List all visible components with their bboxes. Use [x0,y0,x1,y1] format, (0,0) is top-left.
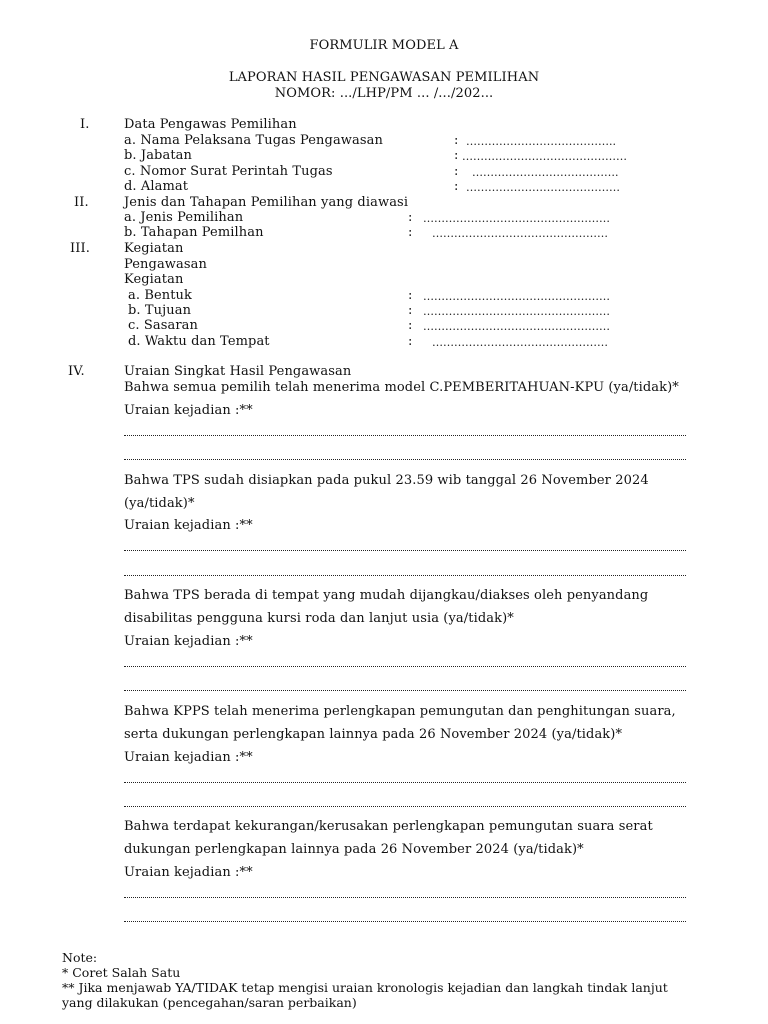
field-colon: : [408,225,413,240]
writing-line[interactable] [124,666,686,667]
field-label: a. Jenis Pemilihan [124,210,244,225]
field-colon: : [408,303,413,318]
report-title: LAPORAN HASIL PENGAWASAN PEMILIHAN [228,70,540,85]
writing-line[interactable] [124,897,686,898]
section-3-title-line2: Pengawasan [124,257,207,272]
field-fill[interactable]: …………………………………………… [423,305,610,318]
writing-line[interactable] [124,921,686,922]
uraian-label: Uraian kejadian :** [124,403,253,418]
field-colon: : [408,334,413,349]
field-colon: : [408,210,413,225]
statement-line: Bahwa TPS berada di tempat yang mudah dijangkau/diakses oleh penyandang [124,588,649,603]
statement-line: disabilitas pengguna kursi roda dan lanjut usia (ya/tidak)* [124,611,514,626]
field-label: b. Jabatan [124,148,192,163]
field-colon: : [454,148,459,163]
statement-line: Bahwa semua pemilih telah menerima model C.PEMBERITAHUAN-KPU (ya/tidak)* [124,380,679,395]
field-fill[interactable]: …………………………………………… [423,290,610,303]
note-line: yang dilakukan (pencegahan/saran perbaikan) [62,995,357,1010]
section-1-title: Data Pengawas Pemilihan [124,117,297,132]
statement-line: Bahwa terdapat kekurangan/kerusakan perlengkapan pemungutan suara serat [124,819,653,834]
field-label: d. Waktu dan Tempat [128,334,270,349]
field-fill[interactable]: …………………………………. [472,166,619,179]
field-label: b. Tujuan [128,303,192,318]
field-colon: : [454,179,459,194]
section-4-title: Uraian Singkat Hasil Pengawasan [124,364,352,379]
note-line: ** Jika menjawab YA/TIDAK tetap mengisi uraian kronologis kejadian dan langkah tindak lanjut [62,980,668,995]
section-3-roman: III. [70,241,90,256]
field-colon: : [408,288,413,303]
section-3-subtitle: Kegiatan [124,272,184,287]
section-2-title: Jenis dan Tahapan Pemilihan yang diawasi [124,195,409,210]
field-label: c. Nomor Surat Perintah Tugas [124,164,333,179]
field-colon: : [454,164,459,179]
field-fill[interactable]: ………………………………………… [432,336,608,349]
field-fill[interactable]: …………………………………… [466,181,620,194]
section-3-title: Kegiatan [124,241,184,256]
section-1-roman: I. [80,117,90,132]
note-line: * Coret Salah Satu [62,965,181,980]
field-colon: : [408,318,413,333]
statement-line: (ya/tidak)* [124,496,195,511]
uraian-label: Uraian kejadian :** [124,634,253,649]
section-2-roman: II. [74,195,89,210]
writing-line[interactable] [124,550,686,551]
form-title: FORMULIR MODEL A [309,38,459,53]
field-label: a. Nama Pelaksana Tugas Pengawasan [124,133,383,148]
uraian-label: Uraian kejadian :** [124,750,253,765]
field-colon: : [454,133,459,148]
field-fill[interactable]: …………………………………………… [423,320,610,333]
writing-line[interactable] [124,690,686,691]
statement-line: dukungan perlengkapan lainnya pada 26 November 2024 (ya/tidak)* [124,842,584,857]
uraian-label: Uraian kejadian :** [124,865,253,880]
section-4-roman: IV. [68,364,85,379]
field-label: a. Bentuk [128,288,193,303]
field-fill[interactable]: ……………………………………… [462,150,627,163]
writing-line[interactable] [124,782,686,783]
field-fill[interactable]: ………………………………………… [432,227,608,240]
report-number: NOMOR: .../LHP/PM ... /.../202... [274,86,494,101]
uraian-label: Uraian kejadian :** [124,518,253,533]
writing-line[interactable] [124,435,686,436]
field-label: c. Sasaran [128,318,198,333]
statement-line: Bahwa KPPS telah menerima perlengkapan pemungutan dan penghitungan suara, [124,704,676,719]
writing-line[interactable] [124,459,686,460]
field-fill[interactable]: …………………………………………… [423,212,610,225]
field-fill[interactable]: ………………………………….. [466,135,616,148]
field-label: b. Tahapan Pemilhan [124,225,264,240]
statement-line: serta dukungan perlengkapan lainnya pada 26 November 2024 (ya/tidak)* [124,727,623,742]
writing-line[interactable] [124,575,686,576]
writing-line[interactable] [124,806,686,807]
statement-line: Bahwa TPS sudah disiapkan pada pukul 23.59 wib tanggal 26 November 2024 [124,473,649,488]
field-label: d. Alamat [124,179,189,194]
note-title: Note: [62,950,98,965]
